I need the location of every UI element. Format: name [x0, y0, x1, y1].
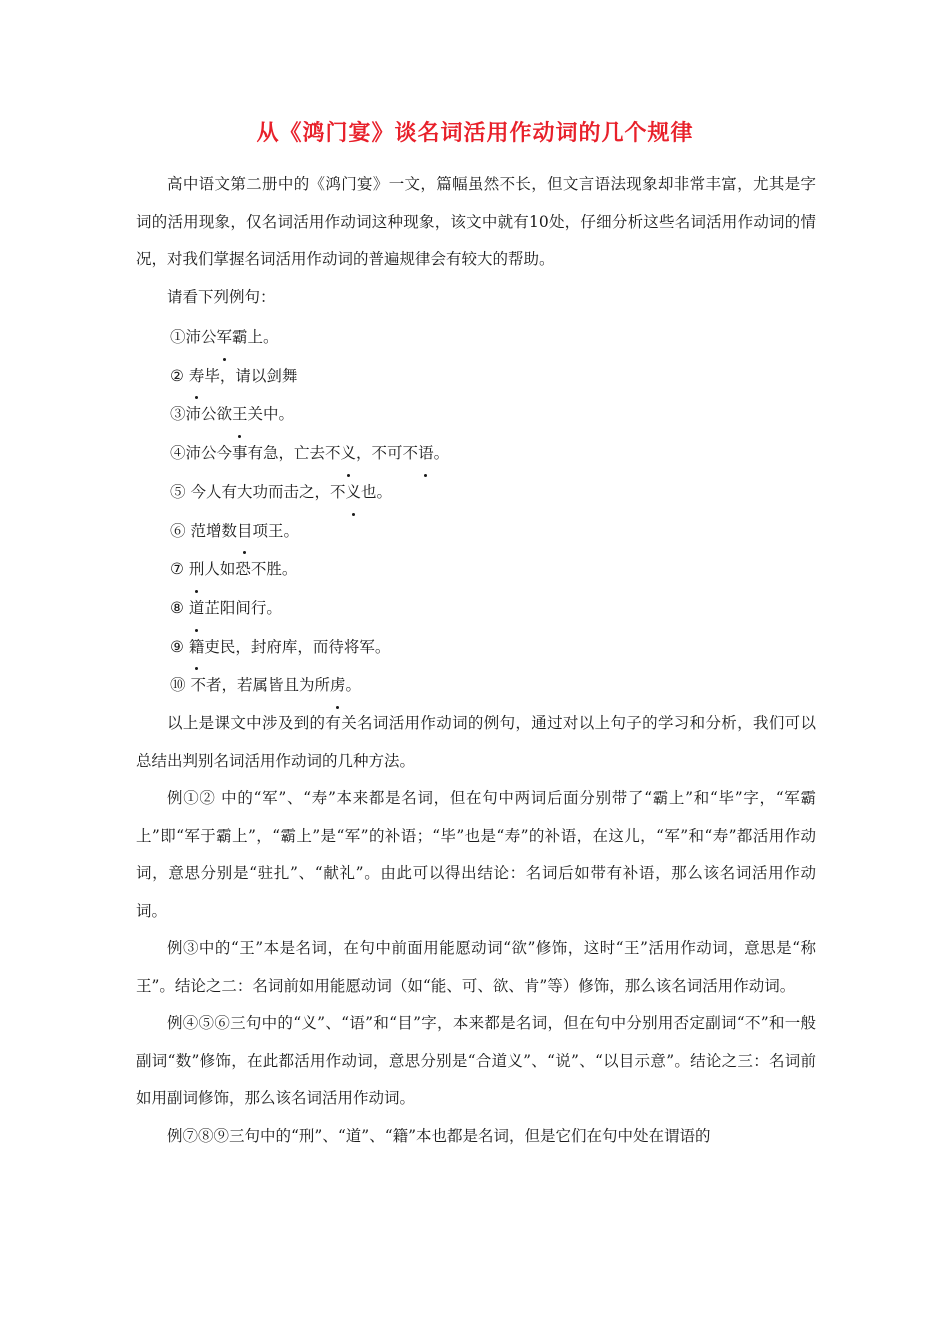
example-sentence: ①沛公军霸上。 — [136, 318, 816, 357]
example-sentence: ⑤ 今人有大功而击之，不义也。 — [136, 473, 816, 512]
emphasis-word: 义 — [345, 473, 361, 512]
examples-prompt: 请看下列例句： — [167, 287, 276, 306]
emphasis-word: 王 — [232, 395, 248, 434]
example-number: ③ — [170, 405, 186, 424]
document-body — [136, 166, 816, 1155]
example-number: ① — [170, 328, 186, 346]
analysis-paragraph: 例④⑤⑥三句中的“义”、“语”和“目”字，本来都是名词，但在句中分别用否定副词“不”和一般副词“数”修饰，在此都活用作动词，意思分别是“合道义”、“说”、“以目示意”。结论之三：名词前如用副词修饰，那么该名词活用作动词。 — [136, 1014, 816, 1108]
example-sentence: ⑦ 刑人如恐不胜。 — [136, 550, 816, 589]
example-sentence: ⑧ 道芷阳间行。 — [136, 589, 816, 628]
example-sentence: ⑥ 范增数目项王。 — [136, 512, 816, 551]
example-number: ⑧ — [170, 598, 184, 617]
analysis-paragraph: 例⑦⑧⑨三句中的“刑”、“道”、“籍”本也都是名词，但是它们在句中处在谓语的 — [167, 1126, 711, 1145]
emphasis-word: 刑 — [189, 550, 205, 589]
emphasis-word: 虏 — [330, 666, 346, 705]
analysis-paragraph: 例③中的“王”本是名词，在句中前面用能愿动词“欲”修饰，这时“王”活用作动词，意思是“称王”。结论之二：名词前如用能愿动词（如“能、可、欲、肯”等）修饰，那么该名词活用作动词。 — [136, 939, 816, 995]
emphasis-word: 义 — [341, 434, 357, 473]
analysis-paragraph: 以上是课文中涉及到的有关名词活用作动词的例句，通过对以上句子的学习和分析，我们可以总结出判别名词活用作动词的几种方法。 — [136, 714, 816, 770]
example-number: ⑤ — [170, 482, 186, 501]
example-list — [136, 318, 816, 705]
example-sentence: ⑨ 籍吏民，封府库，而待将军。 — [136, 628, 816, 667]
example-number: ④ — [170, 444, 186, 463]
emphasis-word: 道 — [189, 589, 205, 628]
intro-paragraph: 高中语文第二册中的《鸿门宴》一文，篇幅虽然不长，但文言语法现象却非常丰富，尤其是字词的活用现象，仅名词活用作动词这种现象，该文中就有10处，仔细分析这些名词活用作动词的情况，对我们掌握名词活用作动词的普遍规律会有较大的帮助。 — [136, 175, 816, 268]
example-number: ⑥ — [170, 521, 186, 540]
example-sentence: ② 寿毕，请以剑舞 — [136, 357, 816, 396]
analysis-paragraph: 例①② 中的“军”、“寿”本来都是名词，但在句中两词后面分别带了“霸上”和“毕”字，“军霸上”即“军于霸上”，“霸上”是“军”的补语；“毕”也是“寿”的补语，在这儿，“军”和“寿”都活用作动词，意思分别是“驻扎”、“献礼”。由此可以得出结论：名词后如带有补语，那么该名词活用作动词。 — [136, 789, 816, 920]
example-number: ② — [170, 366, 184, 385]
example-sentence: ③沛公欲王关中。 — [136, 395, 816, 434]
example-number: ⑨ — [170, 637, 184, 656]
example-number: ⑩ — [170, 676, 186, 695]
example-sentence: ④沛公今事有急，亡去不义，不可不语。 — [136, 434, 816, 473]
emphasis-word: 籍 — [189, 628, 205, 667]
emphasis-word: 军 — [217, 318, 233, 357]
example-sentence: ⑩ 不者，若属皆且为所虏。 — [136, 666, 816, 705]
document-title: 从《鸿门宴》谈名词活用作动词的几个规律 — [256, 121, 694, 146]
emphasis-word: 语 — [418, 434, 434, 473]
emphasis-word: 目 — [237, 512, 253, 551]
example-number: ⑦ — [170, 560, 184, 579]
emphasis-word: 寿 — [189, 357, 205, 396]
